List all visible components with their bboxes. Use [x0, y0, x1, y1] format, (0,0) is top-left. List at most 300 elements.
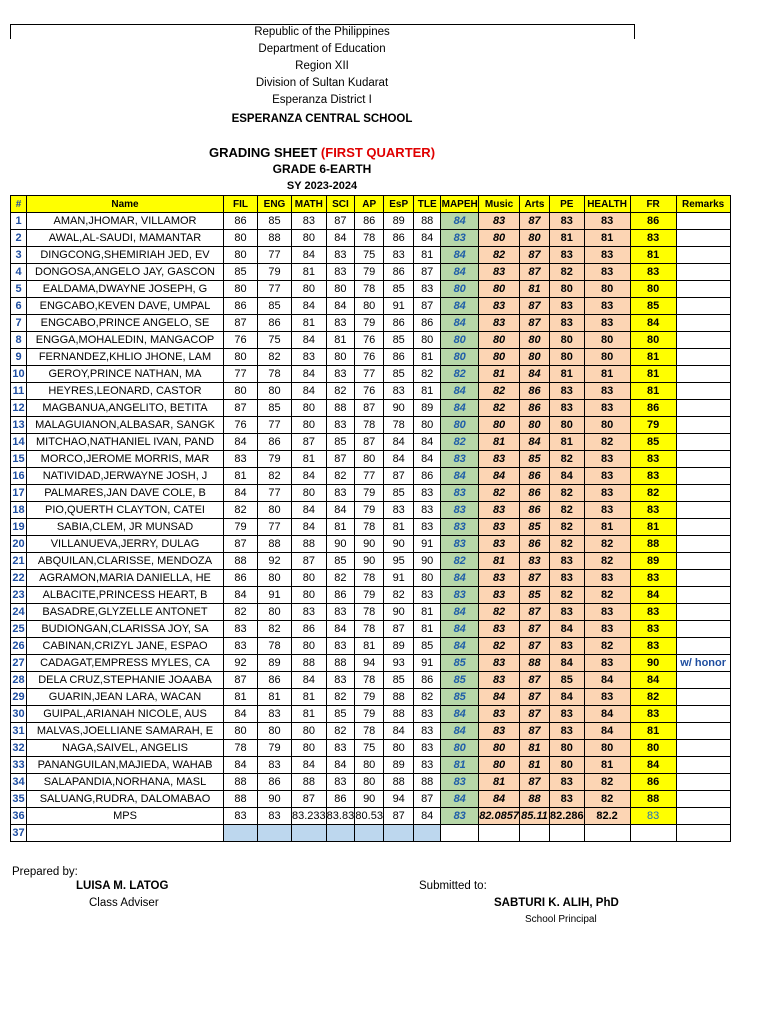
grade-sci: 83: [326, 264, 355, 281]
remarks: [676, 366, 730, 383]
grade-eng: 75: [258, 332, 292, 349]
row-number: 29: [11, 689, 27, 706]
grade-sci: 86: [326, 587, 355, 604]
grade-music: 83: [479, 451, 520, 468]
grade-music: 83: [479, 706, 520, 723]
grade-tle: 86: [414, 672, 441, 689]
grade-tle: 84: [414, 434, 441, 451]
grade-fil: 83: [224, 621, 258, 638]
grade-sci: 83: [326, 604, 355, 621]
student-name: NATIVIDAD,JERWAYNE JOSH, J: [27, 468, 224, 485]
submitted-to-label: Submitted to:: [419, 880, 487, 892]
grade-music: 81: [479, 553, 520, 570]
grade-ap: 79: [355, 706, 384, 723]
student-name: MORCO,JEROME MORRIS, MAR: [27, 451, 224, 468]
grade-ap: 78: [355, 672, 384, 689]
table-row: [11, 213, 731, 230]
grade-ap: 80: [355, 757, 384, 774]
header-col-fr: FR: [630, 196, 676, 213]
grade-fil: 87: [224, 315, 258, 332]
grade-fr: 90: [630, 655, 676, 672]
grade-tle: 84: [414, 230, 441, 247]
grade-tle: 81: [414, 247, 441, 264]
grade-ap: 79: [355, 502, 384, 519]
grade-tle: 89: [414, 400, 441, 417]
row-number: 27: [11, 655, 27, 672]
grade-fr: 79: [630, 417, 676, 434]
student-name: PIO,QUERTH CLAYTON, CATEI: [27, 502, 224, 519]
grade-fil: 80: [224, 281, 258, 298]
grade-math: 87: [292, 553, 327, 570]
grade-math: 84: [292, 298, 327, 315]
grade-fr: 85: [630, 434, 676, 451]
grade-mapeh: 80: [441, 349, 479, 366]
grade-fil: 86: [224, 570, 258, 587]
grade-pe: 80: [549, 332, 584, 349]
grade-ap: 78: [355, 723, 384, 740]
remarks: [676, 553, 730, 570]
grade-fr: 85: [630, 298, 676, 315]
grade-tle: 91: [414, 655, 441, 672]
header-line-division: Division of Sultan Kudarat: [255, 77, 389, 89]
grade-math: 83: [292, 213, 327, 230]
grade-tle: 83: [414, 723, 441, 740]
empty-cell: [549, 825, 584, 842]
grade-esp: 86: [384, 349, 414, 366]
grade-ap: 79: [355, 485, 384, 502]
student-name: EALDAMA,DWAYNE JOSEPH, G: [27, 281, 224, 298]
student-name: GUIPAL,ARIANAH NICOLE, AUS: [27, 706, 224, 723]
grade-sci: 84: [326, 230, 355, 247]
empty-cell: [292, 825, 327, 842]
table-row: [11, 281, 731, 298]
table-row: [11, 315, 731, 332]
grade-fr: 83: [630, 468, 676, 485]
grade-mapeh: 84: [441, 791, 479, 808]
grade-math: 84: [292, 672, 327, 689]
grade-math: 86: [292, 621, 327, 638]
grade-pe: 83: [549, 298, 584, 315]
student-name: VILLANUEVA,JERRY, DULAG: [27, 536, 224, 553]
table-row: [11, 689, 731, 706]
grade-tle: 83: [414, 281, 441, 298]
table-row: [11, 230, 731, 247]
table-body: [11, 213, 731, 842]
remarks: [676, 808, 730, 825]
grade-math: 83: [292, 604, 327, 621]
blank-row: [11, 825, 731, 842]
grade-fr: 83: [630, 502, 676, 519]
grade-sci: 90: [326, 536, 355, 553]
row-number: 9: [11, 349, 27, 366]
grade-esp: 84: [384, 723, 414, 740]
student-name: AGRAMON,MARIA DANIELLA, HE: [27, 570, 224, 587]
grade-tle: 83: [414, 757, 441, 774]
grade-sci: 83: [326, 417, 355, 434]
row-number: 30: [11, 706, 27, 723]
grade-tle: 87: [414, 791, 441, 808]
row-number: 24: [11, 604, 27, 621]
grade-eng: 80: [258, 502, 292, 519]
grade-sci: 84: [326, 298, 355, 315]
table-row: [11, 434, 731, 451]
grade-mapeh: 84: [441, 604, 479, 621]
grade-tle: 86: [414, 315, 441, 332]
grade-pe: 83: [549, 706, 584, 723]
grade-pe: 83: [549, 553, 584, 570]
grade-tle: 84: [414, 808, 441, 825]
remarks: [676, 298, 730, 315]
header-col-health: HEALTH: [584, 196, 630, 213]
empty-cell: [519, 825, 549, 842]
grade-math: 83: [292, 349, 327, 366]
grade-arts: 86: [519, 383, 549, 400]
grade-esp: 81: [384, 519, 414, 536]
grade-arts: 80: [519, 349, 549, 366]
grade-health: 84: [584, 672, 630, 689]
grade-ap: 75: [355, 740, 384, 757]
grade-math: 80: [292, 417, 327, 434]
grade-math: 81: [292, 706, 327, 723]
grade-tle: 83: [414, 740, 441, 757]
table-row: [11, 655, 731, 672]
grade-music: 81: [479, 434, 520, 451]
grade-eng: 88: [258, 230, 292, 247]
grade-esp: 90: [384, 400, 414, 417]
row-number: 26: [11, 638, 27, 655]
grade-pe: 80: [549, 281, 584, 298]
grade-sci: 82: [326, 689, 355, 706]
grade-music: 82: [479, 485, 520, 502]
grade-eng: 82: [258, 468, 292, 485]
remarks: [676, 349, 730, 366]
grade-mapeh: 82: [441, 366, 479, 383]
grade-ap: 79: [355, 689, 384, 706]
grade-fil: 86: [224, 213, 258, 230]
grade-eng: 78: [258, 366, 292, 383]
row-number: 34: [11, 774, 27, 791]
grade-sci: 84: [326, 502, 355, 519]
grade-arts: 84: [519, 366, 549, 383]
grade-sci: 83: [326, 638, 355, 655]
grade-fil: 88: [224, 553, 258, 570]
table-header-row: [11, 196, 731, 213]
row-number: 15: [11, 451, 27, 468]
grade-mapeh: 83: [441, 502, 479, 519]
grade-health: 83: [584, 689, 630, 706]
grade-pe: 81: [549, 230, 584, 247]
grade-fil: 81: [224, 468, 258, 485]
grade-mapeh: 85: [441, 672, 479, 689]
remarks: [676, 723, 730, 740]
grade-eng: 85: [258, 298, 292, 315]
table-row: [11, 502, 731, 519]
student-name: DINGCONG,SHEMIRIAH JED, EV: [27, 247, 224, 264]
grade-mapeh: 80: [441, 281, 479, 298]
row-number: 35: [11, 791, 27, 808]
grade-tle: 83: [414, 587, 441, 604]
student-name: AMAN,JHOMAR, VILLAMOR: [27, 213, 224, 230]
table-row: [11, 536, 731, 553]
grade-mapeh: 83: [441, 230, 479, 247]
title-main: GRADING SHEET: [208, 145, 321, 160]
grade-fr: 83: [630, 706, 676, 723]
table-row: [11, 672, 731, 689]
empty-cell: [441, 825, 479, 842]
header-col-name: Name: [27, 196, 224, 213]
grade-ap: 79: [355, 264, 384, 281]
grade-health: 83: [584, 502, 630, 519]
grade-health: 83: [584, 621, 630, 638]
grade-sci: 84: [326, 757, 355, 774]
grade-pe: 83: [549, 604, 584, 621]
grade-pe: 83: [549, 315, 584, 332]
grade-ap: 77: [355, 366, 384, 383]
grade-music: 83: [479, 502, 520, 519]
grade-music: 83: [479, 587, 520, 604]
grade-health: 82.2: [584, 808, 630, 825]
grade-music: 82: [479, 604, 520, 621]
student-name: GUARIN,JEAN LARA, WACAN: [27, 689, 224, 706]
grade-fil: 84: [224, 587, 258, 604]
grade-sci: 82: [326, 468, 355, 485]
grade-arts: 80: [519, 230, 549, 247]
header-col-arts: Arts: [519, 196, 549, 213]
grade-pe: 80: [549, 349, 584, 366]
grade-health: 83: [584, 213, 630, 230]
school-year: SY 2023-2024: [286, 180, 358, 192]
grade-pe: 83: [549, 791, 584, 808]
row-number: 1: [11, 213, 27, 230]
grade-arts: 87: [519, 213, 549, 230]
grade-eng: 91: [258, 587, 292, 604]
grade-pe: 85: [549, 672, 584, 689]
row-number: 13: [11, 417, 27, 434]
grade-math: 88: [292, 536, 327, 553]
row-number: 36: [11, 808, 27, 825]
grade-esp: 86: [384, 230, 414, 247]
row-number: 33: [11, 757, 27, 774]
grade-pe: 82: [549, 451, 584, 468]
grade-math: 80: [292, 638, 327, 655]
header-col-fil: FIL: [224, 196, 258, 213]
grade-arts: 85.11: [519, 808, 549, 825]
grade-mapeh: 84: [441, 247, 479, 264]
grade-esp: 80: [384, 740, 414, 757]
grade-esp: 90: [384, 604, 414, 621]
grade-tle: 85: [414, 638, 441, 655]
grading-table: [10, 195, 731, 842]
grade-tle: 88: [414, 213, 441, 230]
grade-sci: 82: [326, 570, 355, 587]
grade-esp: 85: [384, 332, 414, 349]
grade-ap: 76: [355, 383, 384, 400]
grade-fil: 87: [224, 672, 258, 689]
grade-fr: 83: [630, 604, 676, 621]
grade-health: 83: [584, 570, 630, 587]
table-row: [11, 706, 731, 723]
grade-pe: 81: [549, 366, 584, 383]
grade-math: 84: [292, 502, 327, 519]
grade-music: 80: [479, 740, 520, 757]
student-name: MITCHAO,NATHANIEL IVAN, PAND: [27, 434, 224, 451]
grade-pe: 83: [549, 570, 584, 587]
grade-music: 82: [479, 383, 520, 400]
grade-math: 83.233: [292, 808, 327, 825]
header-col-math: MATH: [292, 196, 327, 213]
grade-math: 80: [292, 400, 327, 417]
grade-fil: 77: [224, 366, 258, 383]
grade-music: 83: [479, 298, 520, 315]
grade-esp: 89: [384, 638, 414, 655]
grade-music: 80: [479, 332, 520, 349]
grade-eng: 89: [258, 655, 292, 672]
grade-music: 81: [479, 774, 520, 791]
grade-tle: 83: [414, 502, 441, 519]
grade-math: 87: [292, 434, 327, 451]
grade-mapeh: 83: [441, 536, 479, 553]
remarks: [676, 434, 730, 451]
remarks: [676, 757, 730, 774]
grade-math: 84: [292, 519, 327, 536]
empty-cell: [258, 825, 292, 842]
grade-fil: 87: [224, 400, 258, 417]
grade-arts: 83: [519, 553, 549, 570]
table-row: [11, 740, 731, 757]
grade-arts: 87: [519, 638, 549, 655]
grade-esp: 84: [384, 451, 414, 468]
grade-ap: 80: [355, 774, 384, 791]
grade-ap: 90: [355, 553, 384, 570]
grade-mapeh: 84: [441, 621, 479, 638]
remarks: [676, 740, 730, 757]
grade-arts: 84: [519, 434, 549, 451]
table-row: [11, 519, 731, 536]
grade-ap: 94: [355, 655, 384, 672]
grade-tle: 90: [414, 553, 441, 570]
empty-cell: [584, 825, 630, 842]
empty-cell: [224, 825, 258, 842]
table-row: [11, 298, 731, 315]
grade-esp: 84: [384, 434, 414, 451]
grade-mapeh: 80: [441, 332, 479, 349]
grade-tle: 86: [414, 468, 441, 485]
grade-health: 83: [584, 264, 630, 281]
grade-fr: 88: [630, 536, 676, 553]
grade-pe: 80: [549, 740, 584, 757]
grade-ap: 90: [355, 536, 384, 553]
grade-eng: 77: [258, 247, 292, 264]
remarks: [676, 825, 730, 842]
table-row: [11, 485, 731, 502]
grade-fil: 80: [224, 230, 258, 247]
grade-eng: 80: [258, 604, 292, 621]
grade-tle: 82: [414, 689, 441, 706]
grade-math: 81: [292, 689, 327, 706]
grade-health: 80: [584, 740, 630, 757]
grade-fil: 84: [224, 706, 258, 723]
student-name: PANANGUILAN,MAJIEDA, WAHAB: [27, 757, 224, 774]
grade-sci: 80: [326, 281, 355, 298]
remarks: w/ honor: [676, 655, 730, 672]
grade-eng: 79: [258, 740, 292, 757]
grade-eng: 79: [258, 264, 292, 281]
grade-fr: 89: [630, 553, 676, 570]
grade-esp: 95: [384, 553, 414, 570]
grade-health: 82: [584, 791, 630, 808]
grade-music: 83: [479, 536, 520, 553]
grade-sci: 85: [326, 434, 355, 451]
grade-sci: 85: [326, 706, 355, 723]
grade-eng: 82: [258, 621, 292, 638]
table-row: [11, 570, 731, 587]
grade-ap: 80.53: [355, 808, 384, 825]
grade-ap: 76: [355, 332, 384, 349]
grade-mapeh: 84: [441, 468, 479, 485]
header-col-eng: ENG: [258, 196, 292, 213]
grade-math: 88: [292, 655, 327, 672]
grade-math: 80: [292, 740, 327, 757]
grade-pe: 84: [549, 689, 584, 706]
grade-mapeh: 84: [441, 315, 479, 332]
student-name: SALAPANDIA,NORHANA, MASL: [27, 774, 224, 791]
remarks: [676, 417, 730, 434]
header-col-tle: TLE: [414, 196, 441, 213]
grade-fil: 83: [224, 808, 258, 825]
grade-arts: 87: [519, 298, 549, 315]
grade-fil: 84: [224, 434, 258, 451]
grade-eng: 88: [258, 536, 292, 553]
header-col-number: #: [11, 196, 27, 213]
grade-pe: 82.286: [549, 808, 584, 825]
grade-pe: 82: [549, 502, 584, 519]
remarks: [676, 706, 730, 723]
header-col-pe: PE: [549, 196, 584, 213]
grade-arts: 87: [519, 672, 549, 689]
grade-mapeh: 83: [441, 451, 479, 468]
table-row: [11, 553, 731, 570]
grade-eng: 81: [258, 689, 292, 706]
grade-ap: 76: [355, 349, 384, 366]
grade-math: 81: [292, 315, 327, 332]
grade-eng: 82: [258, 349, 292, 366]
student-name: ENGCABO,KEVEN DAVE, UMPAL: [27, 298, 224, 315]
grade-ap: 75: [355, 247, 384, 264]
grade-eng: 86: [258, 672, 292, 689]
student-name: ENGCABO,PRINCE ANGELO, SE: [27, 315, 224, 332]
grade-fr: 81: [630, 723, 676, 740]
grade-tle: 80: [414, 570, 441, 587]
grade-arts: 86: [519, 536, 549, 553]
grade-eng: 77: [258, 485, 292, 502]
grade-music: 80: [479, 417, 520, 434]
grade-health: 83: [584, 400, 630, 417]
header-line-region: Region XII: [295, 60, 349, 72]
mps-row: [11, 808, 731, 825]
table-row: [11, 247, 731, 264]
grade-section: GRADE 6-EARTH: [272, 162, 372, 176]
grade-tle: 84: [414, 451, 441, 468]
header-col-sci: SCI: [326, 196, 355, 213]
grade-fil: 78: [224, 740, 258, 757]
grade-arts: 86: [519, 400, 549, 417]
grade-music: 82: [479, 400, 520, 417]
grade-fr: 81: [630, 366, 676, 383]
remarks: [676, 689, 730, 706]
grade-math: 88: [292, 774, 327, 791]
grade-esp: 85: [384, 485, 414, 502]
grade-health: 83: [584, 247, 630, 264]
